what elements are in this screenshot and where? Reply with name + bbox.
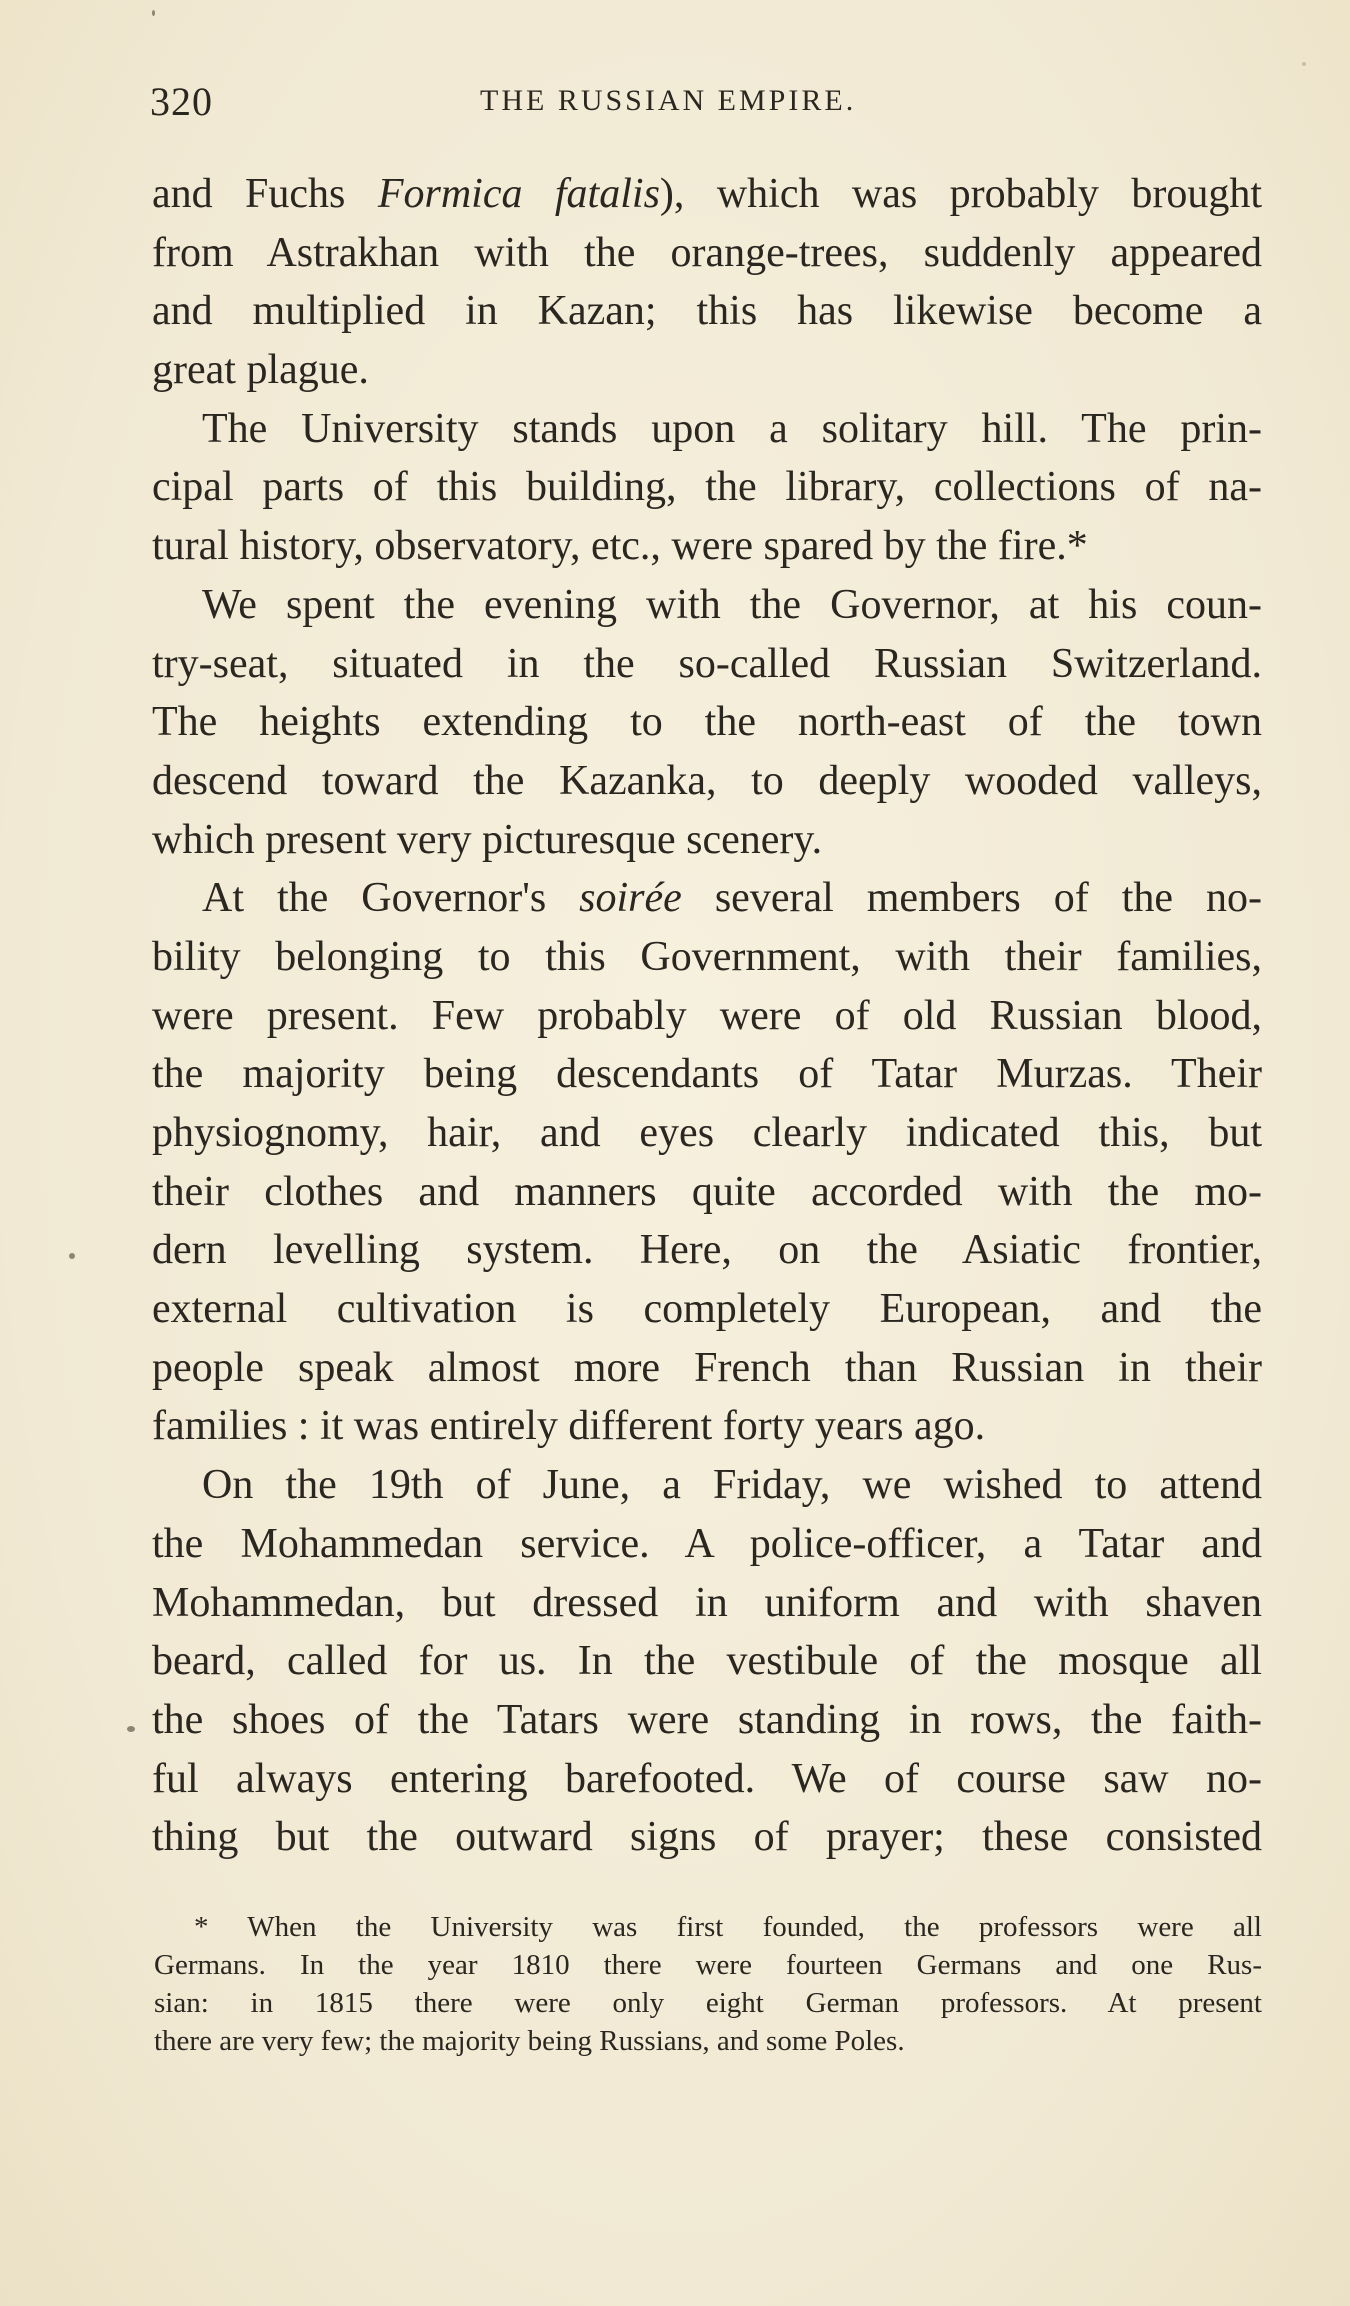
italic-term: Formica fatalis (377, 171, 660, 217)
text-line: thing but the outward signs of prayer; these consisted (152, 1814, 1262, 1861)
text-line: ful always entering barefooted. We of course saw no- (152, 1755, 1262, 1802)
body-text (152, 165, 1262, 1867)
text-line: tural history, observatory, etc., were spared by the fire.* (152, 523, 1088, 570)
text-line: which present very picturesque scenery. (152, 816, 823, 863)
text-line: were present. Few probably were of old Russian blood, (152, 992, 1262, 1039)
text-line: beard, called for us. In the vestibule of the mosque all (152, 1638, 1262, 1685)
paper-speck (1302, 62, 1306, 66)
text-line: try-seat, situated in the so-called Russian Switzerland. (152, 640, 1262, 687)
text-line: dern levelling system. Here, on the Asiatic frontier, (152, 1227, 1262, 1274)
text-line: Mohammedan, but dressed in uniform and with shaven (152, 1579, 1262, 1626)
text-line: the shoes of the Tatars were standing in rows, the faith- (152, 1696, 1262, 1743)
text-line: The University stands upon a solitary hill. The prin- (202, 405, 1262, 452)
running-title: THE RUSSIAN EMPIRE. (480, 84, 857, 117)
footnote-line: * When the University was first founded, the professors were all (194, 1911, 1262, 1943)
text-line: external cultivation is completely European, and the (152, 1286, 1262, 1333)
text-line: and multiplied in Kazan; this has likewise become a (152, 288, 1262, 335)
footnote-line: there are very few; the majority being Russians, and some Poles. (154, 2025, 905, 2057)
text-span: and Fuchs (152, 171, 378, 217)
text-line: the Mohammedan service. A police-officer, a Tatar and (152, 1520, 1262, 1567)
text-span: At the Governor's (202, 875, 580, 922)
page-number: 320 (150, 79, 213, 124)
text-line: their clothes and manners quite accorded with the mo- (152, 1168, 1262, 1215)
text-line: The heights extending to the north-east of the town (152, 699, 1262, 746)
text-line: bility belonging to this Government, with their families, (152, 933, 1262, 980)
text-line: families : it was entirely different forty years ago. (152, 1403, 986, 1450)
text-line (152, 165, 1262, 224)
text-span: several members of the no- (681, 875, 1262, 922)
text-line: great plague. (152, 347, 369, 394)
paper-speck (152, 10, 155, 16)
page-header (150, 78, 1260, 128)
text-line: physiognomy, hair, and eyes clearly indicated this, but (152, 1110, 1262, 1156)
text-line: On the 19th of June, a Friday, we wished to attend (202, 1462, 1262, 1509)
paper-speck (69, 1253, 75, 1259)
text-line: the majority being descendants of Tatar Murzas. Their (152, 1051, 1262, 1098)
text-span: ), which was probably brought (659, 171, 1262, 217)
text-line: cipal parts of this building, the library, collections of na- (152, 464, 1262, 511)
text-line: descend toward the Kazanka, to deeply wooded valleys, (152, 757, 1262, 804)
footnote-line: Germans. In the year 1810 there were fourteen Germans and one Rus- (154, 1949, 1262, 1981)
footnote (154, 1908, 1262, 2060)
italic-term: soirée (579, 875, 682, 922)
text-line: from Astrakhan with the orange-trees, suddenly appeared (152, 229, 1262, 276)
paper-speck (127, 1726, 135, 1732)
text-line (152, 869, 1262, 928)
text-line: We spent the evening with the Governor, at his coun- (202, 581, 1262, 628)
footnote-line: sian: in 1815 there were only eight German professors. At present (154, 1987, 1262, 2019)
text-line: people speak almost more French than Russian in their (152, 1344, 1262, 1391)
